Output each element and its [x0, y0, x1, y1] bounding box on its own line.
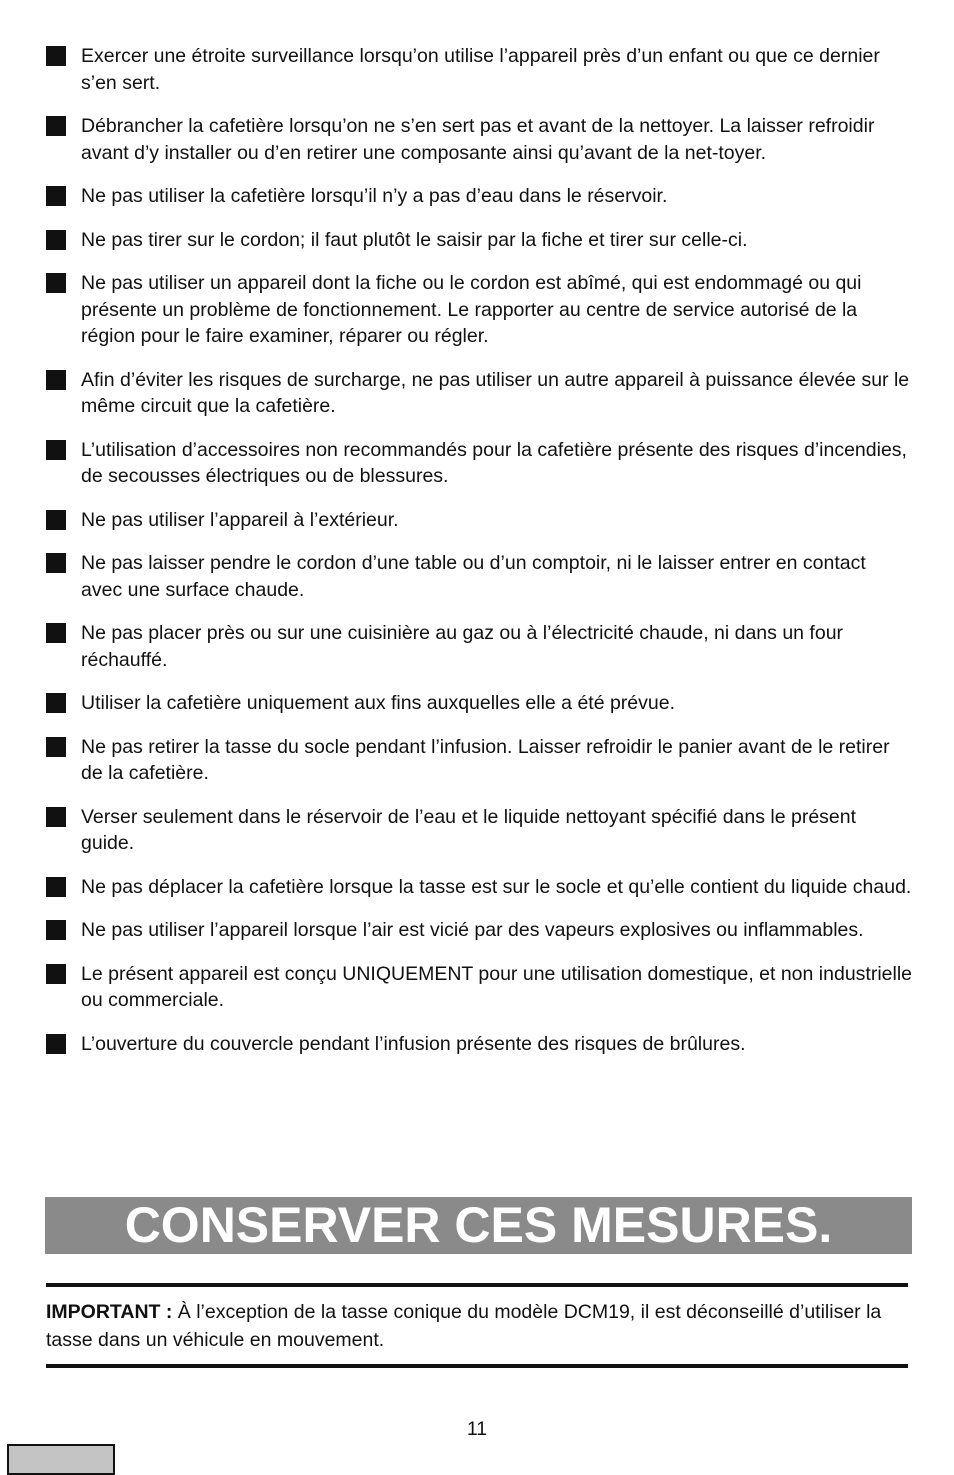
square-bullet-icon — [46, 553, 66, 573]
square-bullet-icon — [46, 1034, 66, 1054]
square-bullet-icon — [46, 273, 66, 293]
list-item-text: Ne pas laisser pendre le cordon d’une table ou d’un comptoir, ni le laisser entrer en contact avec une surface chaude. — [81, 552, 866, 601]
save-instructions-banner: CONSERVER CES MESURES. — [45, 1197, 912, 1254]
list-item — [46, 507, 912, 534]
important-text: À l’exception de la tasse conique du modèle DCM19, il est déconseillé d’utiliser la tasse dans un véhicule en mouvement. — [46, 1301, 882, 1351]
list-item-text: Ne pas placer près ou sur une cuisinière au gaz ou à l’électricité chaude, ni dans un four réchauffé. — [81, 622, 844, 671]
list-item — [46, 113, 912, 166]
square-bullet-icon — [46, 370, 66, 390]
list-item — [46, 367, 912, 420]
square-bullet-icon — [46, 623, 66, 643]
list-item — [46, 961, 912, 1014]
square-bullet-icon — [46, 877, 66, 897]
list-item-text: Ne pas utiliser l’appareil lorsque l’air est vicié par des vapeurs explosives ou inflammables. — [81, 919, 864, 941]
square-bullet-icon — [46, 807, 66, 827]
list-item-text: L’utilisation d’accessoires non recommandés pour la cafetière présente des risques d’incendies, de secousses électriques ou de blessures. — [81, 438, 907, 487]
list-item — [46, 550, 912, 603]
list-item — [46, 437, 912, 490]
square-bullet-icon — [46, 46, 66, 66]
list-item — [46, 227, 912, 254]
list-item-text: Ne pas tirer sur le cordon; il faut plutôt le saisir par la fiche et tirer sur celle-ci. — [81, 228, 748, 251]
square-bullet-icon — [46, 920, 66, 940]
list-item-text: Ne pas utiliser l’appareil à l’extérieur. — [81, 508, 399, 531]
list-item — [46, 690, 912, 717]
square-bullet-icon — [46, 116, 66, 136]
list-item-text: Le présent appareil est conçu UNIQUEMENT pour une utilisation domestique, et non industrielle ou commerciale. — [81, 962, 913, 1011]
page-number: 11 — [466, 1418, 488, 1440]
list-item — [46, 917, 912, 944]
important-notice — [46, 1298, 908, 1354]
list-item — [46, 620, 912, 673]
list-item-text: Ne pas utiliser un appareil dont la fiche ou le cordon est abîmé, qui est endommagé ou qui présente un problème de fonctionnement. Le rapporter au centre de service autorisé de la région pour le faire examiner, réparer ou régler. — [81, 272, 862, 347]
list-item — [46, 43, 912, 96]
list-item-text: Utiliser la cafetière uniquement aux fins auxquelles elle a été prévue. — [81, 692, 676, 714]
top-divider — [46, 1283, 908, 1287]
bottom-divider — [46, 1364, 908, 1368]
list-item-text: Exercer une étroite surveillance lorsqu’on utilise l’appareil près d’un enfant ou que ce dernier s’en sert. — [81, 45, 880, 94]
list-item — [46, 270, 912, 350]
list-item-text: L’ouverture du couvercle pendant l’infusion présente des risques de brûlures. — [81, 1032, 746, 1055]
list-item — [46, 874, 912, 901]
square-bullet-icon — [46, 693, 66, 713]
list-item — [46, 1031, 912, 1058]
list-item-text: Afin d’éviter les risques de surcharge, ne pas utiliser un autre appareil à puissance élevée sur le même circuit que la cafetière. — [81, 368, 910, 417]
list-item-text: Verser seulement dans le réservoir de l’eau et le liquide nettoyant spécifié dans le présent guide. — [81, 805, 857, 854]
square-bullet-icon — [46, 230, 66, 250]
square-bullet-icon — [46, 440, 66, 460]
list-item-text: Ne pas déplacer la cafetière lorsque la tasse est sur le socle et qu’elle contient du liquide chaud. — [81, 875, 912, 898]
list-item-text: Ne pas retirer la tasse du socle pendant l’infusion. Laisser refroidir le panier avant de le retirer de la cafetière. — [81, 735, 890, 784]
list-item — [46, 804, 912, 857]
square-bullet-icon — [46, 186, 66, 206]
corner-grey-box — [7, 1444, 115, 1475]
list-item — [46, 734, 912, 787]
list-item — [46, 183, 912, 210]
list-item-text: Ne pas utiliser la cafetière lorsqu’il n’y a pas d’eau dans le réservoir. — [81, 185, 668, 207]
square-bullet-icon — [46, 510, 66, 530]
square-bullet-icon — [46, 964, 66, 984]
square-bullet-icon — [46, 737, 66, 757]
important-label: IMPORTANT : — [46, 1301, 173, 1323]
list-item-text: Débrancher la cafetière lorsqu’on ne s’en sert pas et avant de la nettoyer. La laisser refroidir avant d’y installer ou d’en retirer une composante ainsi qu’avant de la net-toyer. — [81, 115, 875, 164]
safety-list — [46, 43, 912, 1074]
